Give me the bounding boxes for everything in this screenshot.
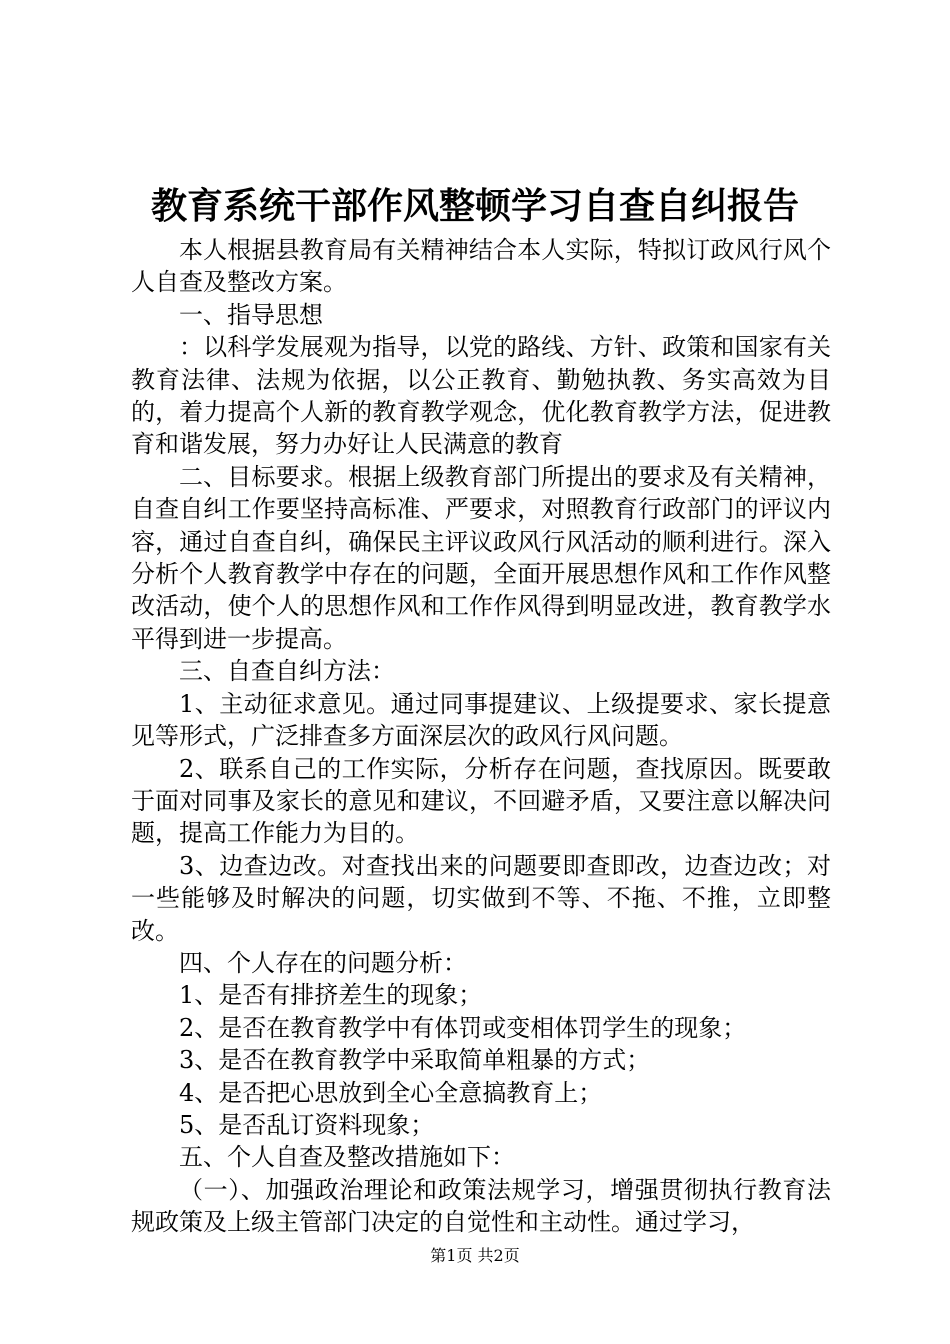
document-title: 教育系统干部作风整顿学习自查自纠报告: [150, 186, 799, 227]
list-item: 3、边查边改。对查找出来的问题要即查即改，边查边改；对一些能够及时解决的问题，切实做到不等、不拖、不推，立即整改。: [131, 851, 831, 945]
heading-rectification-measures: 五、个人自查及整改措施如下：: [179, 1143, 515, 1172]
paragraph-intro: 本人根据县教育局有关精神结合本人实际，特拟订政风行风个人自查及整改方案。: [131, 236, 831, 297]
list-item: 4、是否把心思放到全心全意搞教育上；: [179, 1078, 603, 1107]
heading-self-check-methods: 三、自查自纠方法：: [179, 657, 395, 686]
list-item: 2、联系自己的工作实际，分析存在问题，查找原因。既要敢于面对同事及家长的意见和建议，不回避矛盾，又要注意以解决问题，提高工作能力为目的。: [131, 754, 831, 848]
list-item: 1、是否有排挤差生的现象；: [179, 981, 483, 1010]
document-body: [131, 234, 831, 1239]
list-item: 2、是否在教育教学中有体罚或变相体罚学生的现象；: [179, 1013, 747, 1042]
list-item: 3、是否在教育教学中采取简单粗暴的方式；: [179, 1046, 651, 1075]
list-item: 1、主动征求意见。通过同事提建议、上级提要求、家长提意见等形式，广泛排查多方面深层次的政风行风问题。: [131, 689, 831, 751]
paragraph-measure-1: （一）、加强政治理论和政策法规学习，增强贯彻执行教育法规政策及上级主管部门决定的自觉性和主动性。通过学习，: [131, 1175, 831, 1237]
heading-guiding-ideology: 一、指导思想: [179, 300, 323, 329]
page-footer: 第1页 共2页: [430, 1246, 520, 1265]
list-item: 5、是否乱订资料现象；: [179, 1110, 435, 1139]
paragraph-goals: 二、目标要求。根据上级教育部门所提出的要求及有关精神，自查自纠工作要坚持高标准、严要求，对照教育行政部门的评议内容，通过自查自纠，确保民主评议政风行风活动的顺利进行。深入分析个人教育教学中存在的问题，全面开展思想作风和工作作风整改活动，使个人的思想作风和工作作风得到明显改进，教育教学水平得到进一步提高。: [131, 462, 831, 653]
heading-problem-analysis: 四、个人存在的问题分析：: [179, 948, 467, 977]
paragraph-guiding-ideology: ：以科学发展观为指导，以党的路线、方针、政策和国家有关教育法律、法规为依据，以公正教育、勤勉执教、务实高效为目的，着力提高个人新的教育教学观念，优化教育教学方法，促进教育和谐发展，努力办好让人民满意的教育: [131, 333, 831, 459]
